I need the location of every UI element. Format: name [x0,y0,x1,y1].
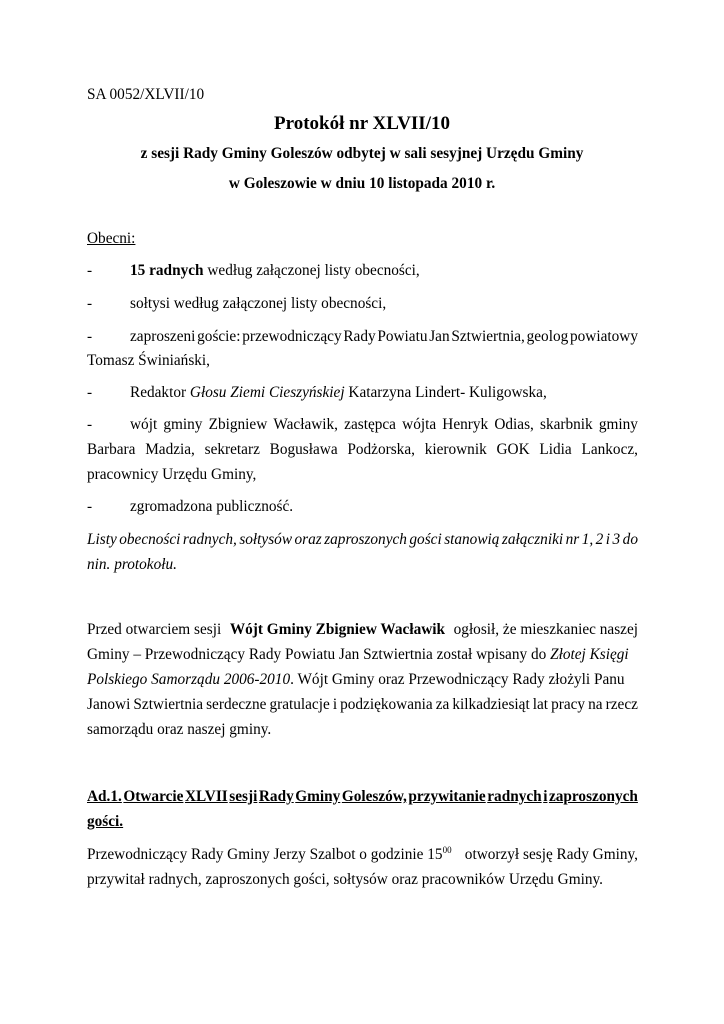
list-dash: - [87,262,93,279]
word: skarbnik [540,416,593,433]
word: do [622,531,638,548]
list-item-village-heads: sołtysi według załączonej listy obecności, [130,295,387,312]
document-subtitle-line2: w Goleszowie w dniu 10 listopada 2010 r. [228,175,496,192]
word: obecności [119,531,181,548]
word: Rady [343,328,376,345]
golden-book-title: Złotej Księgi [550,646,629,663]
word: Madzia, [145,441,195,458]
intro-line5: samorządu oraz naszej gminy. [87,721,272,738]
list-item-councillors [130,262,420,280]
councillors-text: według załączonej listy obecności, [203,262,420,279]
list-dash: - [87,328,93,345]
attendance-note-line1 [87,531,638,549]
word: Lankocz, [581,441,638,458]
word: Sztwiertnia, [451,328,525,345]
ad1-text-post: otworzył sesję Rady Gminy, [464,846,638,863]
word: za [435,696,450,713]
word: załączniki [501,531,564,548]
word: serdeczne [206,696,267,713]
document-reference: SA 0052/XLVII/10 [87,86,205,103]
word: Zbigniew [208,416,268,433]
word: Sztwiertnia [133,696,204,713]
intro-text: . Wójt Gminy oraz Przewodniczący Rady złożyli Panu [290,671,625,688]
word: zaproszeni [130,328,196,345]
word: Rady [258,788,294,805]
list-item-public: zgromadzona publiczność. [130,498,294,515]
ad1-paragraph-line1 [87,846,638,864]
ad1-text-pre: Przewodniczący Rady Gminy Jerzy Szalbot o godzinie 15 [87,846,443,863]
word: lat [532,696,549,713]
word: 1, [581,531,594,548]
list-dash: - [87,498,93,515]
mayor-name: Wójt Gminy Zbigniew Wacławik [229,621,446,638]
word: pracy [551,696,586,713]
word: zaproszonych [548,788,638,805]
editor-prefix: Redaktor [130,384,190,401]
word: przywitanie [408,788,486,805]
list-item-guests [130,328,638,346]
word: przewodniczący [242,328,342,345]
word: GOK [496,441,530,458]
attendance-note-line2: nin. protokołu. [87,556,177,573]
word: Ad.1. [87,788,122,805]
word: goście: [197,328,241,345]
word: Lidia [539,441,572,458]
word: Listy [87,531,117,548]
word: oraz [294,531,322,548]
word: 3 [612,531,621,548]
ad1-paragraph-line2: przywitał radnych, zaproszonych gości, sołtysów oraz pracowników Urzędu Gminy. [87,871,603,888]
word: Gminy [295,788,341,805]
time-minutes: 00 [442,844,452,855]
editor-name: Katarzyna Lindert- Kuligowska, [344,384,547,401]
intro-line3 [87,671,625,689]
word: podziękowania [340,696,433,713]
word: Janowi [87,696,131,713]
list-item-editor [130,384,547,402]
word: gratulacje [269,696,330,713]
word: Wacławik, [273,416,339,433]
list-dash: - [87,416,93,433]
word: radnych [487,788,542,805]
word: stanowią [444,531,500,548]
ad1-text [87,846,452,864]
councillors-count: 15 radnych [130,262,204,279]
list-item-officials [130,416,638,434]
present-heading: Obecni: [87,230,136,247]
word: geolog [526,328,569,345]
intro-line4 [87,696,638,714]
word: Henryk [442,416,489,433]
intro-line2 [87,646,629,664]
list-dash: - [87,384,93,401]
newspaper-title: Głosu Ziemi Cieszyńskiej [189,384,345,401]
list-item-officials-line2 [87,441,638,459]
list-item-officials-line3: pracownicy Urzędu Gminy, [87,466,257,483]
word: Otwarcie [123,788,184,805]
intro-text: Gminy – Przewodniczący Rady Powiatu Jan Sztwiertnia został wpisany do [87,646,551,663]
document-title: Protokół nr XLVII/10 [274,113,450,134]
word: na [588,696,603,713]
word: sołtysów [239,531,293,548]
word: Jan [429,328,450,345]
document-subtitle-line1: z sesji Rady Gminy Goleszów odbytej w sali sesyjnej Urzędu Gminy [140,145,584,162]
word: gminy [163,416,203,433]
word: wójta [402,416,437,433]
intro-line1 [87,621,638,639]
word: powiatowy [569,328,638,345]
word: gminy [598,416,638,433]
word: zaproszonych [324,531,407,548]
word: kierownik [424,441,487,458]
word: Powiatu [377,328,428,345]
word: kilkadziesiąt [452,696,530,713]
word: Barbara [87,441,136,458]
word: i [332,696,338,713]
word: radnych, [182,531,237,548]
intro-text: ogłosił, że mieszkaniec naszej [453,621,638,638]
word: zastępca [344,416,396,433]
word: Podżorska, [347,441,415,458]
word: sekretarz [204,441,260,458]
word: wójt [130,416,158,433]
word: i [543,788,548,805]
word: 2 [595,531,604,548]
list-item-guests-cont: Tomasz Świniański, [87,352,210,369]
list-dash: - [87,295,93,312]
intro-text: Przed otwarciem sesji [87,621,222,638]
section-heading-ad1-cont: gości. [87,813,124,830]
word: Odias, [494,416,534,433]
word: Bogusława [269,441,338,458]
word: rzecz [605,696,638,713]
golden-book-title-cont: Polskiego Samorządu 2006-2010 [87,671,291,688]
word: gości [409,531,442,548]
word: XLVII [184,788,228,805]
section-heading-ad1 [87,788,638,806]
word: sesji [229,788,258,805]
word: nr [565,531,580,548]
word: Goleszów, [341,788,407,805]
word: i [605,531,611,548]
